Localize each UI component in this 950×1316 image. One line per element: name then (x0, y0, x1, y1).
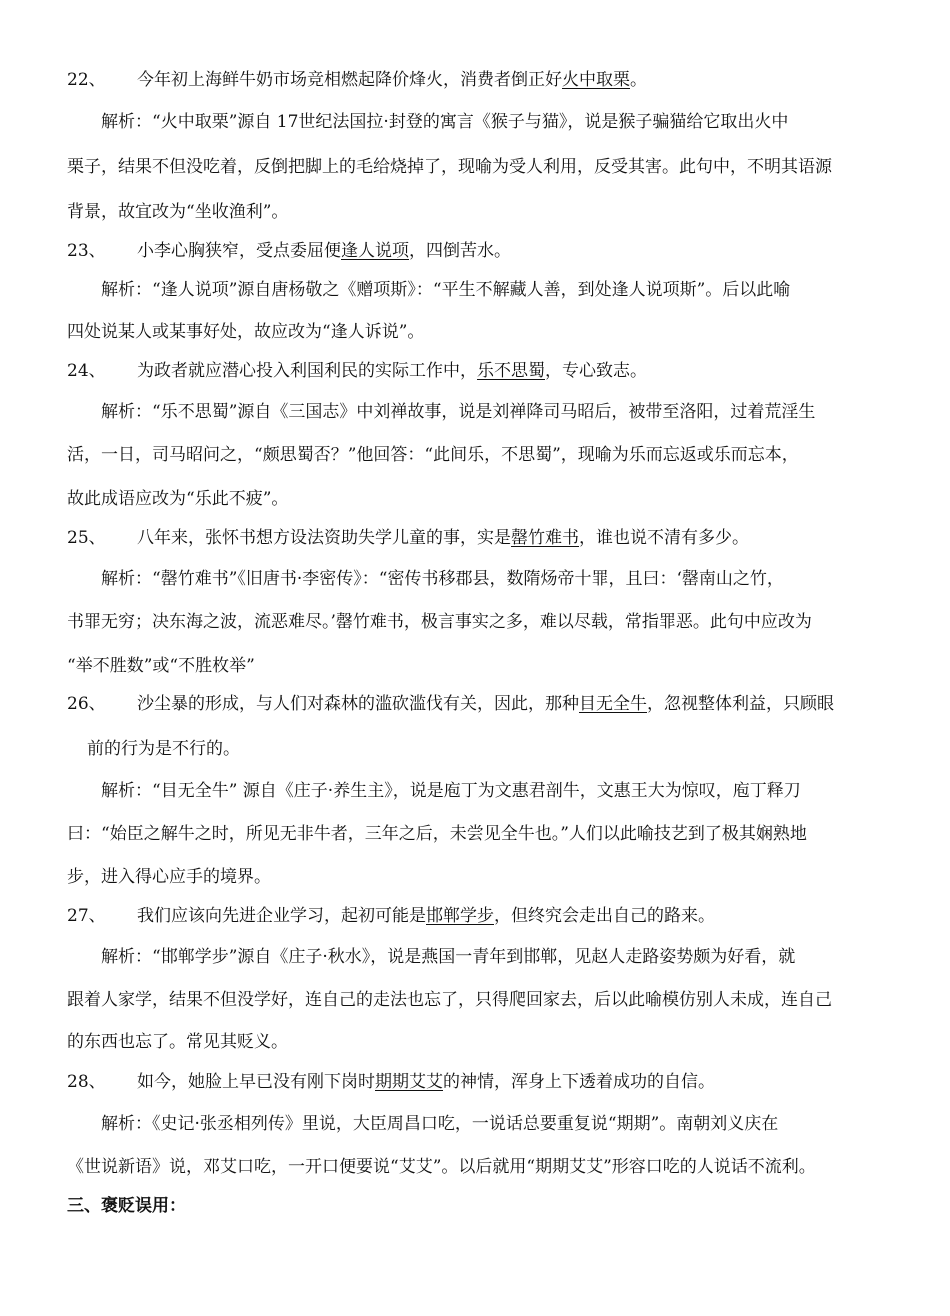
question-text-end: ，专心致志。 (545, 361, 647, 381)
analysis-line: 解析：“邯郸学步”源自《庄子·秋水》，说是燕国一青年到邯郸，见赵人走路姿势颇为好看，就 (101, 947, 796, 967)
underlined-idiom: 目无全牛 (579, 694, 647, 714)
question-text-end: ，忽视整体利益，只顾眼 (647, 694, 834, 714)
analysis-line: 书罪无穷；决东海之波，流恶难尽。’罄竹难书，极言事实之多，难以尽载，常指罪恶。此句中应改为 (67, 612, 812, 632)
question-continuation: 前的行为是不行的。 (87, 739, 240, 759)
question-text: 我们应该向先进企业学习，起初可能是 (137, 906, 426, 926)
analysis-line: 解析：“乐不思蜀”源自《三国志》中刘禅故事，说是刘禅降司马昭后，被带至洛阳，过着荒淫生 (101, 402, 816, 422)
underlined-idiom: 罄竹难书 (511, 528, 579, 548)
question-text-end: 。 (630, 70, 647, 90)
question-text-end: ，四倒苦水。 (409, 241, 511, 261)
question-25 (67, 527, 749, 549)
question-22 (67, 69, 647, 91)
underlined-idiom: 火中取栗 (562, 70, 630, 90)
analysis-line: 活，一日，司马昭问之，“颇思蜀否？”他回答：“此间乐，不思蜀”，现喻为乐而忘返或乐而忘本， (67, 445, 799, 465)
question-text-end: 的神情，浑身上下透着成功的自信。 (443, 1072, 715, 1092)
underlined-idiom: 期期艾艾 (375, 1072, 443, 1092)
analysis-line: 曰：“始臣之解牛之时，所见无非牛者，三年之后，未尝见全牛也。”人们以此喻技艺到了极其娴熟地 (67, 824, 807, 844)
analysis-line: 背景，故宜改为“坐收渔利”。 (67, 202, 289, 222)
analysis-line: “举不胜数”或“不胜枚举” (67, 656, 255, 676)
analysis-line: 解析：“罄竹难书”《旧唐书·李密传》：“密传书移郡县，数隋炀帝十罪，且曰：‘罄南山之竹， (101, 569, 784, 589)
question-text: 为政者就应潜心投入利国利民的实际工作中， (137, 361, 477, 381)
question-text: 沙尘暴的形成，与人们对森林的滥砍滥伐有关，因此，那种 (137, 694, 579, 714)
analysis-line: 四处说某人或某事好处，故应改为“逢人诉说”。 (67, 322, 425, 342)
underlined-idiom: 邯郸学步 (426, 906, 494, 926)
analysis-line: 解析：《史记·张丞相列传》里说，大臣周昌口吃，一说话总要重复说“期期”。南朝刘义庆在 (101, 1114, 779, 1134)
question-24 (67, 360, 647, 382)
question-number: 24、 (67, 361, 106, 381)
question-28 (67, 1071, 715, 1093)
question-number: 23、 (67, 241, 106, 261)
analysis-line: 栗子，结果不但没吃着，反倒把脚上的毛给烧掉了，现喻为受人利用，反受其害。此句中，不明其语源 (67, 157, 832, 177)
underlined-idiom: 乐不思蜀 (477, 361, 545, 381)
section-heading: 三、褒贬误用： (67, 1196, 186, 1216)
question-23 (67, 240, 511, 262)
question-number: 26、 (67, 694, 106, 714)
question-text-end: ，谁也说不清有多少。 (579, 528, 749, 548)
question-number: 28、 (67, 1072, 106, 1092)
analysis-line: 步，进入得心应手的境界。 (67, 867, 271, 887)
analysis-line: 跟着人家学，结果不但没学好，连自己的走法也忘了，只得爬回家去，后以此喻模仿别人未成，连自己 (67, 990, 832, 1010)
analysis-line: 解析：“逢人说项”源自唐杨敬之《赠项斯》：“平生不解藏人善，到处逢人说项斯”。后以此喻 (101, 280, 791, 300)
question-number: 22、 (67, 70, 106, 90)
question-text-end: ，但终究会走出自己的路来。 (494, 906, 715, 926)
question-number: 25、 (67, 528, 106, 548)
question-text: 如今，她脸上早已没有刚下岗时 (137, 1072, 375, 1092)
question-text: 八年来，张怀书想方设法资助失学儿童的事，实是 (137, 528, 511, 548)
underlined-idiom: 逢人说项 (341, 241, 409, 261)
question-text: 小李心胸狭窄，受点委屈便 (137, 241, 341, 261)
question-27 (67, 905, 715, 927)
question-number: 27、 (67, 906, 106, 926)
question-26 (67, 693, 834, 715)
analysis-line: 的东西也忘了。常见其贬义。 (67, 1032, 288, 1052)
analysis-line: 《世说新语》说，邓艾口吃，一开口便要说“艾艾”。以后就用“期期艾艾”形容口吃的人说话不流利。 (67, 1157, 816, 1177)
analysis-line: 解析：“火中取栗”源自 17世纪法国拉·封登的寓言《猴子与猫》，说是猴子骗猫给它取出火中 (101, 112, 789, 132)
analysis-line: 故此成语应改为“乐此不疲”。 (67, 489, 289, 509)
question-text: 今年初上海鲜牛奶市场竞相燃起降价烽火，消费者倒正好 (137, 70, 562, 90)
analysis-line: 解析：“目无全牛” 源自《庄子·养生主》，说是庖丁为文惠君剖牛，文惠王大为惊叹，庖丁释刀 (101, 781, 801, 801)
